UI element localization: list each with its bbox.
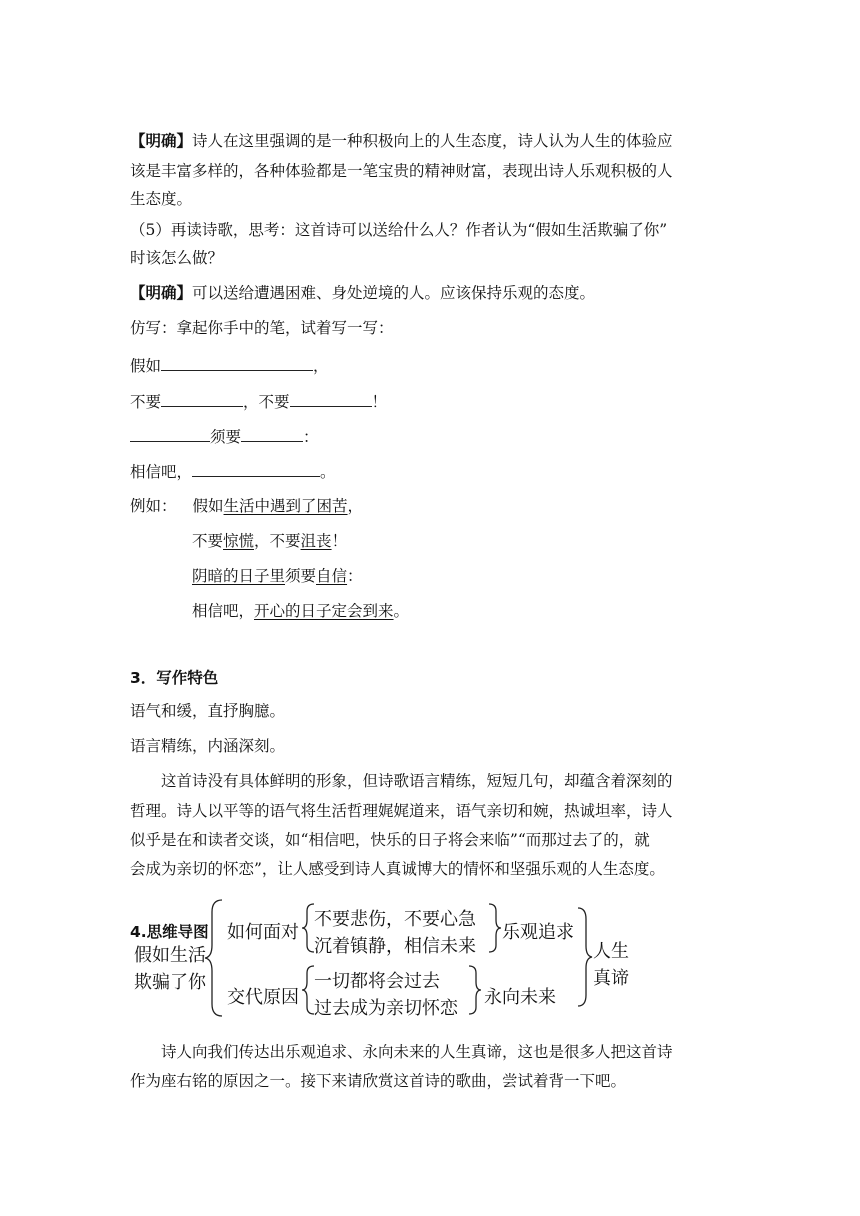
imitate-line-2: 不要 ，不要 ！ (130, 393, 388, 411)
mind-map-root-line-1: 假如生活 (134, 945, 206, 966)
clarify-tag: 【明确】 (130, 131, 193, 150)
right-brace (469, 966, 481, 1014)
mind-map-conclusion-line-2: 真谛 (593, 968, 629, 989)
clarify-paragraph-1-line-3: 生态度。 (130, 190, 193, 208)
mind-map-conclusion-line-1: 人生 (593, 941, 629, 962)
left-brace (302, 904, 314, 952)
example-line-4: 相信吧，开心的日子定会到来。 (192, 602, 410, 620)
summary-line-1: 诗人向我们传达出乐观追求、永向未来的人生真谛，这也是很多人把这首诗 (161, 1043, 673, 1061)
imitate-line-3: 须要 ： (130, 426, 319, 447)
clarify-paragraph-1-line-1: 【明确】诗人在这里强调的是一种积极向上的人生态度，诗人认为人生的体验应 (130, 131, 673, 150)
section-3-heading: 3．写作特色 (130, 669, 219, 687)
imitate-line-1: 假如 ， (130, 357, 329, 375)
mind-map-result-2: 永向未来 (484, 987, 556, 1008)
clarify-paragraph-2: 【明确】可以送给遭遇困难、身处逆境的人。应该保持乐观的态度。 (130, 283, 596, 302)
mind-map-leaf: 一切都将会过去 (314, 971, 440, 992)
feature-paragraph-line-3: 似乎是在和读者交谈，如“相信吧，快乐的日子将会来临”“而那过去了的，就 (130, 831, 650, 849)
feature-paragraph-line-2: 哲理。诗人以平等的语气将生活哲理娓娓道来，语气亲切和婉，热诚坦率，诗人 (130, 802, 673, 820)
mind-map-leaf: 沉着镇静，相信未来 (314, 936, 476, 957)
feature-paragraph-line-4: 会成为亲切的怀恋”，让人感受到诗人真诚博大的情怀和坚强乐观的人生态度。 (130, 860, 665, 878)
feature-2: 语言精练，内涵深刻。 (130, 737, 286, 755)
example-line-2: 不要惊慌，不要沮丧！ (192, 532, 348, 550)
mind-map-root-line-2: 欺骗了你 (134, 972, 206, 993)
example-label: 例如： (130, 497, 177, 515)
right-brace (578, 908, 592, 1006)
mind-map-leaf: 过去成为亲切怀恋 (314, 998, 458, 1019)
question-5-line-1: （5）再读诗歌，思考：这首诗可以送给什么人？作者认为“假如生活欺骗了你” (130, 221, 668, 239)
feature-paragraph-line-1: 这首诗没有具体鲜明的形象，但诗歌语言精练，短短几句，却蕴含着深刻的 (161, 772, 673, 790)
left-brace (302, 966, 314, 1014)
section-4-heading: 4.思维导图 (130, 923, 209, 941)
example-line-3: 阴暗的日子里须要自信： (192, 567, 363, 585)
right-brace (489, 904, 501, 952)
clarify-paragraph-1-line-2: 该是丰富多样的，各种体验都是一笔宝贵的精神财富，表现出诗人乐观积极的人 (130, 162, 673, 180)
clarify-tag: 【明确】 (130, 283, 193, 302)
summary-line-2: 作为座右铭的原因之一。接下来请欣赏这首诗的歌曲，尝试着背一下吧。 (130, 1072, 627, 1090)
imitate-intro: 仿写：拿起你手中的笔，试着写一写： (130, 319, 394, 337)
mind-map-branch-1: 如何面对 (227, 922, 299, 943)
mind-map-branch-2: 交代原因 (227, 987, 299, 1008)
imitate-line-4: 相信吧， 。 (130, 463, 336, 481)
feature-1: 语气和缓，直抒胸臆。 (130, 702, 286, 720)
mind-map-result-1: 乐观追求 (502, 922, 574, 943)
question-5-line-2: 时该怎么做？ (130, 249, 224, 267)
example-line-1: 例如： 假如生活中遇到了困苦， (130, 497, 364, 515)
left-brace (205, 900, 222, 1016)
mind-map-leaf: 不要悲伤，不要心急 (314, 909, 476, 930)
